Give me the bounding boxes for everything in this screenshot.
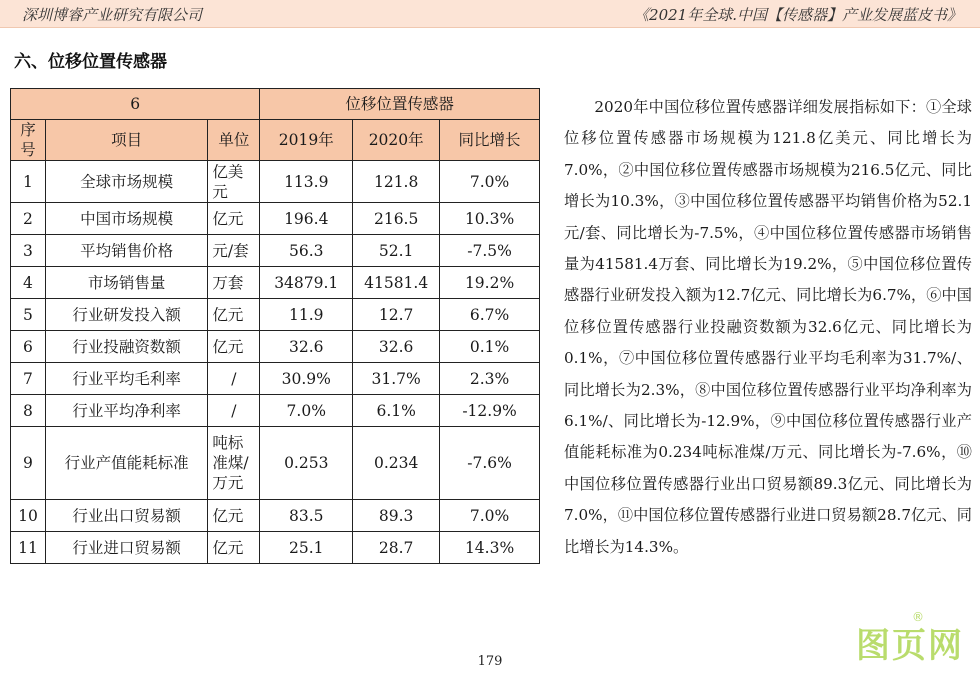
- header-book-title: 《2021年全球.中国【传感器】产业发展蓝皮书》: [634, 6, 962, 24]
- table-cell: 0.1%: [440, 331, 540, 363]
- table-cell: 11: [11, 532, 46, 564]
- table-cell: 34879.1: [260, 267, 353, 299]
- table-cell: 32.6: [260, 331, 353, 363]
- table-cell: 7: [11, 363, 46, 395]
- table-row: [11, 267, 540, 299]
- table-cell: 7.0%: [440, 161, 540, 203]
- table-cell: 3: [11, 235, 46, 267]
- column-header: 项目: [45, 120, 207, 161]
- table-cell: 4: [11, 267, 46, 299]
- table-cell: 56.3: [260, 235, 353, 267]
- table-row: [11, 427, 540, 500]
- page-number: 179: [477, 654, 503, 669]
- table-cell: 平均销售价格: [45, 235, 207, 267]
- table-cell: 行业研发投入额: [45, 299, 207, 331]
- table-cell: /: [208, 363, 260, 395]
- table-cell: 6.1%: [353, 395, 440, 427]
- table-cell: 行业平均净利率: [45, 395, 207, 427]
- table-cell: 121.8: [353, 161, 440, 203]
- table-row: [11, 331, 540, 363]
- table-cell: 1: [11, 161, 46, 203]
- table-cell: 52.1: [353, 235, 440, 267]
- table-cell: 5: [11, 299, 46, 331]
- table-cell: 全球市场规模: [45, 161, 207, 203]
- table-cell: 31.7%: [353, 363, 440, 395]
- column-header: 序号: [11, 120, 46, 161]
- table-cell: 9: [11, 427, 46, 500]
- table-cell: 41581.4: [353, 267, 440, 299]
- table-cell: 2.3%: [440, 363, 540, 395]
- table-cell: 196.4: [260, 203, 353, 235]
- watermark-logo: [856, 610, 964, 667]
- table-cell: 6: [11, 331, 46, 363]
- column-header: 2019年: [260, 120, 353, 161]
- table-cell: 行业进口贸易额: [45, 532, 207, 564]
- table-cell: 亿元: [208, 299, 260, 331]
- table-cell: -7.6%: [440, 427, 540, 500]
- table-title-name: 位移位置传感器: [260, 89, 540, 120]
- table-cell: 行业出口贸易额: [45, 500, 207, 532]
- table-cell: 吨标准煤/万元: [208, 427, 260, 500]
- table-cell: 83.5: [260, 500, 353, 532]
- table-cell: 行业平均毛利率: [45, 363, 207, 395]
- section-title: 六、位移位置传感器: [14, 52, 167, 72]
- table-cell: 14.3%: [440, 532, 540, 564]
- table-cell: 7.0%: [260, 395, 353, 427]
- table-cell: 19.2%: [440, 267, 540, 299]
- table-cell: 行业产值能耗标准: [45, 427, 207, 500]
- table-cell: 8: [11, 395, 46, 427]
- page-header: [0, 0, 980, 28]
- table-cell: 216.5: [353, 203, 440, 235]
- column-header: 同比增长: [440, 120, 540, 161]
- indicator-description: 2020年中国位移位置传感器详细发展指标如下：①全球位移位置传感器市场规模为121.8亿美元、同比增长为7.0%，②中国位移位置传感器市场规模为216.5亿元、同比增长为10.3%，③中国位移位置传感器平均销售价格为52.1元/套、同比增长为-7.5%，④中国位移位置传感器市场销售量为41581.4万套、同比增长为19.2%，⑤中国位移位置传感器行业研发投入额为12.7亿元、同比增长为6.7%，⑥中国位移位置传感器行业投融资数额为32.6亿元、同比增长为0.1%，⑦中国位移位置传感器行业平均毛利率为31.7%/、同比增长为2.3%，⑧中国位移位置传感器行业平均净利率为6.1%/、同比增长为-12.9%，⑨中国位移位置传感器行业产值能耗标准为0.234吨标准煤/万元、同比增长为-7.6%，⑩中国位移位置传感器行业出口贸易额89.3亿元、同比增长为7.0%，⑪中国位移位置传感器行业进口贸易额28.7亿元、同比增长为14.3%。: [564, 98, 972, 556]
- table-cell: 万套: [208, 267, 260, 299]
- table-row: [11, 235, 540, 267]
- table-cell: 亿元: [208, 532, 260, 564]
- table-cell: 市场销售量: [45, 267, 207, 299]
- table-cell: 2: [11, 203, 46, 235]
- table-cell: 113.9: [260, 161, 353, 203]
- table-cell: 10.3%: [440, 203, 540, 235]
- table-row: [11, 161, 540, 203]
- table-cell: 11.9: [260, 299, 353, 331]
- table-cell: /: [208, 395, 260, 427]
- table-cell: 亿美元: [208, 161, 260, 203]
- table-cell: 28.7: [353, 532, 440, 564]
- table-cell: 中国市场规模: [45, 203, 207, 235]
- table-row: [11, 500, 540, 532]
- table-title-row: [11, 89, 540, 120]
- table-cell: 7.0%: [440, 500, 540, 532]
- table-cell: 25.1: [260, 532, 353, 564]
- table-cell: 0.253: [260, 427, 353, 500]
- table-cell: 32.6: [353, 331, 440, 363]
- table-title-number: 6: [11, 89, 260, 120]
- table-cell: 89.3: [353, 500, 440, 532]
- table-header-row: [11, 120, 540, 161]
- table-cell: 行业投融资数额: [45, 331, 207, 363]
- table-cell: 30.9%: [260, 363, 353, 395]
- table-row: [11, 203, 540, 235]
- table-row: [11, 363, 540, 395]
- column-header: 单位: [208, 120, 260, 161]
- table-cell: -12.9%: [440, 395, 540, 427]
- indicator-table: [10, 88, 540, 564]
- table-row: [11, 299, 540, 331]
- registered-mark-icon: ®: [912, 610, 926, 624]
- table-cell: -7.5%: [440, 235, 540, 267]
- table-cell: 0.234: [353, 427, 440, 500]
- column-header: 2020年: [353, 120, 440, 161]
- table-cell: 亿元: [208, 500, 260, 532]
- table-row: [11, 395, 540, 427]
- table-cell: 12.7: [353, 299, 440, 331]
- watermark-text: 图页网: [856, 626, 964, 666]
- table-cell: 10: [11, 500, 46, 532]
- table-cell: 元/套: [208, 235, 260, 267]
- table-cell: 6.7%: [440, 299, 540, 331]
- header-company: 深圳博睿产业研究有限公司: [22, 6, 203, 24]
- table-row: [11, 532, 540, 564]
- table-cell: 亿元: [208, 203, 260, 235]
- table-cell: 亿元: [208, 331, 260, 363]
